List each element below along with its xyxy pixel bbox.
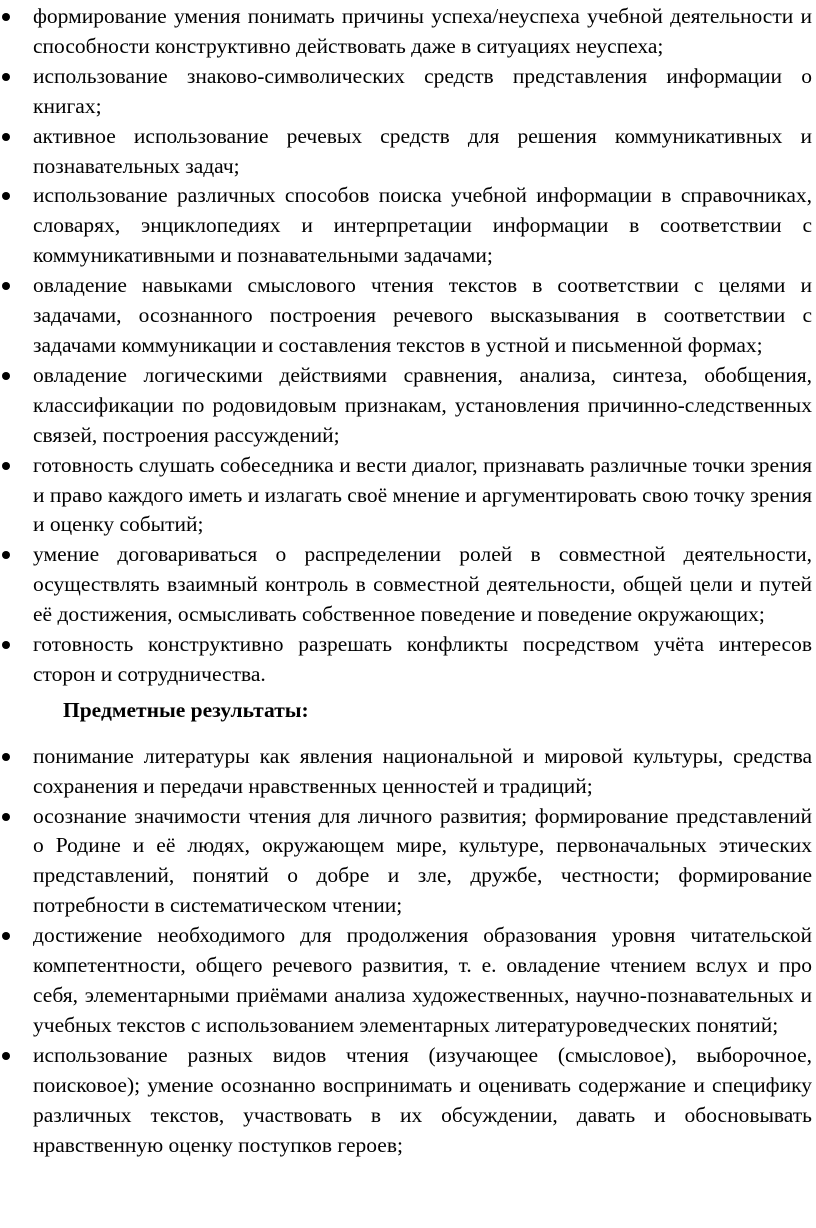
list-item (0, 62, 812, 122)
list-item (0, 802, 812, 922)
list-item-text: овладение логическими действиями сравнения, анализа, синтеза, обобщения, классификации по родовидовым признакам, установления причинно-следственных связей, построения рассуждений; (33, 362, 812, 447)
bullet-icon (2, 462, 10, 470)
list-item (0, 921, 812, 1041)
list-item (0, 122, 812, 182)
list-item (0, 181, 812, 271)
bullet-icon (2, 932, 10, 940)
list-item-text: осознание значимости чтения для личного развития; формирование представлений о Родине и её людях, окружающем мире, культуре, первоначальных этических представлений, понятий о добре и зле, дружбе, честности; формирование потребности в систематическом чтении; (33, 803, 812, 918)
list-item-text: использование знаково-символических средств представления информации о книгах; (33, 63, 812, 118)
bullet-icon (2, 372, 10, 380)
list-item (0, 2, 812, 62)
list-item-text: овладение навыками смыслового чтения текстов в соответствии с целями и задачами, осознанного построения речевого высказывания в соответствии с задачами коммуникации и составления текстов в устной и письменной формах; (33, 273, 812, 357)
bullet-icon (2, 641, 10, 649)
bullet-icon (2, 282, 10, 290)
meta-results-list (0, 2, 812, 690)
list-item-text: формирование умения понимать причины успеха/неуспеха учебной деятельности и способности конструктивно действовать даже в ситуациях неуспеха; (33, 4, 812, 58)
bullet-icon (2, 1052, 10, 1060)
bullet-icon (2, 753, 10, 761)
document-page (0, 2, 816, 1228)
list-item-text: достижение необходимого для продолжения образования уровня читательской компетентности, общего речевого развития, т. е. овладение чтением вслух и про себя, элементарными приёмами анализа художественных, научно-познавательных и учебных текстов с использованием элементарных литературоведческих понятий; (33, 923, 812, 1037)
list-item-text: готовность слушать собеседника и вести диалог, признавать различные точки зрения и право каждого иметь и излагать своё мнение и аргументировать свою точку зрения и оценку событий; (33, 452, 812, 537)
section-heading: Предметные результаты: (63, 697, 309, 722)
bullet-icon (2, 813, 10, 821)
list-item (0, 271, 812, 361)
list-item-text: готовность конструктивно разрешать конфликты посредством учёта интересов сторон и сотрудничества. (33, 632, 812, 686)
list-item (0, 742, 812, 802)
list-item (0, 1041, 812, 1161)
list-item-text: умение договариваться о распределении ролей в совместной деятельности, осуществлять взаимный контроль в совместной деятельности, общей цели и путей её достижения, осмысливать собственное поведение и поведение окружающих; (33, 542, 812, 627)
list-item (0, 451, 812, 541)
bullet-icon (2, 192, 10, 200)
list-item-text: понимание литературы как явления национальной и мировой культуры, средства сохранения и передачи нравственных ценностей и традиций; (33, 743, 812, 798)
list-item-text: использование разных видов чтения (изучающее (смысловое), выборочное, поисковое); умение осознанно воспринимать и оценивать содержание и специфику различных текстов, участвовать в их обсуждении, давать и обосновывать нравственную оценку поступков героев; (33, 1042, 812, 1157)
bullet-icon (2, 13, 10, 21)
bullet-icon (2, 551, 10, 559)
list-item (0, 540, 812, 630)
subject-results-list (0, 742, 812, 1161)
list-item (0, 630, 812, 690)
list-item-text: использование различных способов поиска учебной информации в справочниках, словарях, энциклопедиях и интерпретации информации в соответствии с коммуникативными и познавательными задачами; (33, 183, 812, 268)
bullet-icon (2, 73, 10, 81)
bullet-icon (2, 133, 10, 141)
list-item-text: активное использование речевых средств для решения коммуникативных и познавательных задач; (33, 123, 812, 178)
list-item (0, 361, 812, 451)
